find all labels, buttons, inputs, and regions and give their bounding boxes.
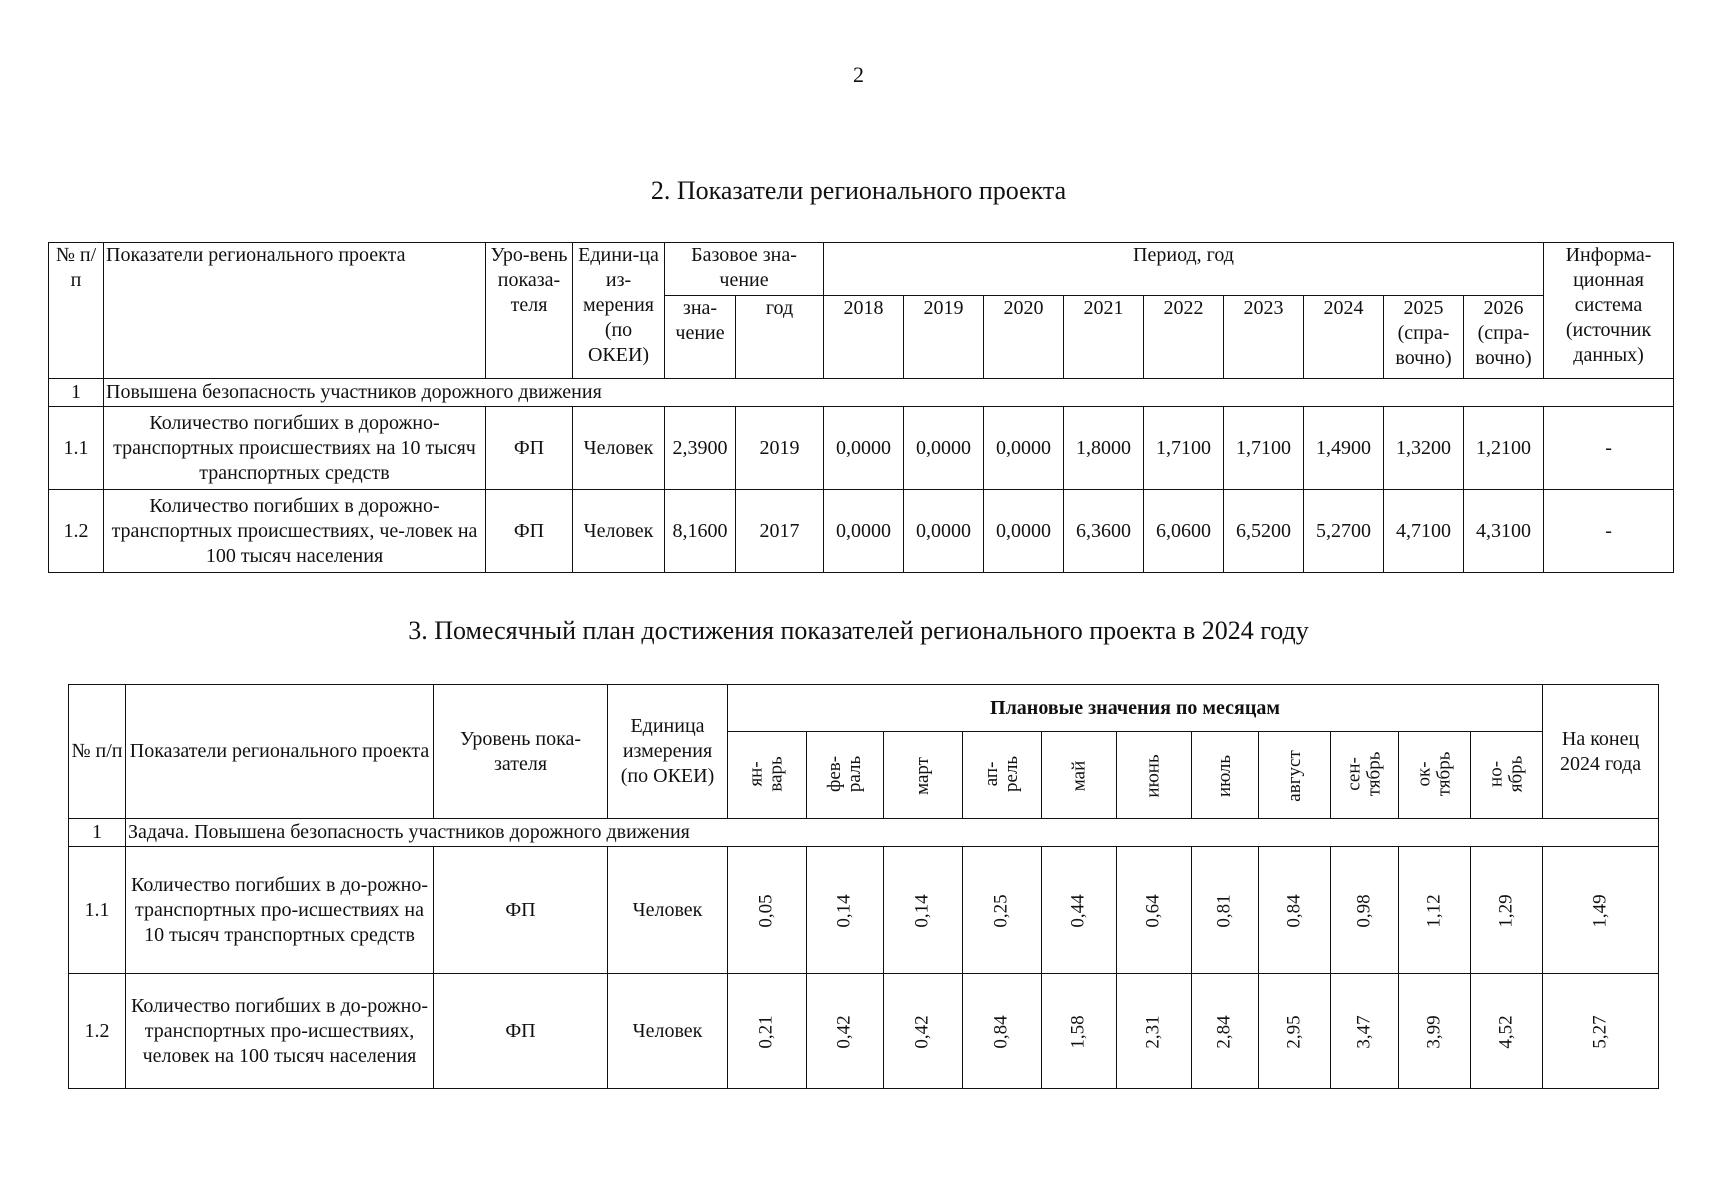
- section-2-title: 2. Показатели регионального проекта: [650, 176, 1067, 205]
- page-number: 2: [853, 62, 864, 87]
- row-num: 1.2: [69, 974, 126, 1089]
- row-year-end-value: 5,27: [1543, 974, 1659, 1089]
- row-value: 0,0000: [904, 490, 984, 573]
- row-indicator: Количество погибших в дорожно-транспортных происшествиях, че-ловек на 100 тысяч населения: [104, 490, 486, 573]
- row-value: 1,8000: [1064, 407, 1144, 490]
- row-value: 0,0000: [984, 407, 1064, 490]
- row-level: ФП: [486, 490, 573, 573]
- row-value: 0,42: [884, 974, 963, 1089]
- row-value: 0,14: [807, 847, 884, 974]
- header-year: 2019: [904, 296, 984, 379]
- row-base-value: 8,1600: [665, 490, 736, 573]
- header-month: фев- раль: [807, 732, 884, 819]
- header-month: июнь: [1117, 732, 1192, 819]
- row-indicator: Количество погибших в до-рожно-транспортных про-исшествиях, человек на 100 тысяч населения: [126, 974, 434, 1089]
- header-year-end: На конец 2024 года: [1543, 685, 1659, 819]
- row-value: 0,25: [963, 847, 1042, 974]
- row-base-year: 2017: [736, 490, 824, 573]
- header-year: 2021: [1064, 296, 1144, 379]
- table-row: [49, 490, 1674, 573]
- header-period: Период, год: [824, 243, 1544, 296]
- row-info-system: -: [1544, 407, 1674, 490]
- row-value: 6,3600: [1064, 490, 1144, 573]
- row-level: ФП: [486, 407, 573, 490]
- header-monthly-plan: Плановые значения по месяцам: [728, 685, 1543, 732]
- header-num: № п/п: [69, 685, 126, 819]
- row-info-system: -: [1544, 490, 1674, 573]
- row-num: 1.2: [49, 490, 104, 573]
- row-base-year: 2019: [736, 407, 824, 490]
- row-value: 0,0000: [824, 490, 904, 573]
- row-value: 4,3100: [1464, 490, 1544, 573]
- row-value: 0,0000: [904, 407, 984, 490]
- row-value: 1,2100: [1464, 407, 1544, 490]
- row-value: 0,42: [807, 974, 884, 1089]
- header-month: август: [1259, 732, 1331, 819]
- header-indicator: Показатели регионального проекта: [126, 685, 434, 819]
- header-indicator: Показатели регионального проекта: [104, 243, 486, 379]
- row-level: ФП: [434, 974, 608, 1089]
- header-unit: Единица измерения (по ОКЕИ): [608, 685, 728, 819]
- row-value: 1,4900: [1304, 407, 1384, 490]
- row-value: 1,7100: [1224, 407, 1304, 490]
- row-value: 0,44: [1042, 847, 1117, 974]
- header-year: 2025 (спра-вочно): [1384, 296, 1464, 379]
- row-value: 0,05: [728, 847, 807, 974]
- header-base-year: год: [736, 296, 824, 379]
- row-value: 4,52: [1471, 974, 1543, 1089]
- header-year: 2024: [1304, 296, 1384, 379]
- row-value: 0,98: [1331, 847, 1399, 974]
- header-month: сен- тябрь: [1331, 732, 1399, 819]
- row-value: 0,84: [963, 974, 1042, 1089]
- indicators-table: [48, 242, 1674, 573]
- header-unit: Едини-ца из-мерения (по ОКЕИ): [573, 243, 665, 379]
- row-value: 0,81: [1192, 847, 1259, 974]
- row-value: 2,95: [1259, 974, 1331, 1089]
- row-value: 2,31: [1117, 974, 1192, 1089]
- header-month: июль: [1192, 732, 1259, 819]
- header-month: март: [884, 732, 963, 819]
- monthly-plan-table: [68, 684, 1659, 1089]
- row-num: 1.1: [49, 407, 104, 490]
- group-name: Задача. Повышена безопасность участников дорожного движения: [126, 819, 1659, 847]
- group-num: 1: [49, 379, 104, 407]
- row-value: 0,0000: [824, 407, 904, 490]
- row-value: 1,29: [1471, 847, 1543, 974]
- row-value: 0,0000: [984, 490, 1064, 573]
- row-value: 5,2700: [1304, 490, 1384, 573]
- header-year: 2023: [1224, 296, 1304, 379]
- row-value: 4,7100: [1384, 490, 1464, 573]
- header-month: ап- рель: [963, 732, 1042, 819]
- row-unit: Человек: [608, 974, 728, 1089]
- row-level: ФП: [434, 847, 608, 974]
- table-row: [49, 407, 1674, 490]
- header-level: Уровень пока-зателя: [434, 685, 608, 819]
- header-month: май: [1042, 732, 1117, 819]
- header-year: 2018: [824, 296, 904, 379]
- row-value: 1,58: [1042, 974, 1117, 1089]
- group-name: Повышена безопасность участников дорожного движения: [104, 379, 1674, 407]
- row-indicator: Количество погибших в дорожно-транспортных происшествиях на 10 тысяч транспортных средств: [104, 407, 486, 490]
- row-unit: Человек: [608, 847, 728, 974]
- header-month: но- ябрь: [1471, 732, 1543, 819]
- row-num: 1.1: [69, 847, 126, 974]
- row-indicator: Количество погибших в до-рожно-транспортных про-исшествиях на 10 тысяч транспортных средств: [126, 847, 434, 974]
- row-value: 1,7100: [1144, 407, 1224, 490]
- group-num: 1: [69, 819, 126, 847]
- row-value: 0,64: [1117, 847, 1192, 974]
- header-base: Базовое зна-чение: [665, 243, 824, 296]
- table-row: [69, 847, 1659, 974]
- header-year: 2026 (спра-вочно): [1464, 296, 1544, 379]
- row-value: 3,47: [1331, 974, 1399, 1089]
- row-value: 2,84: [1192, 974, 1259, 1089]
- row-value: 6,0600: [1144, 490, 1224, 573]
- table-row: [69, 974, 1659, 1089]
- row-unit: Человек: [573, 490, 665, 573]
- row-year-end-value: 1,49: [1543, 847, 1659, 974]
- row-value: 3,99: [1399, 974, 1471, 1089]
- header-base-value: зна-чение: [665, 296, 736, 379]
- header-month: ян- варь: [728, 732, 807, 819]
- row-value: 1,12: [1399, 847, 1471, 974]
- row-value: 0,21: [728, 974, 807, 1089]
- header-year: 2020: [984, 296, 1064, 379]
- row-value: 0,84: [1259, 847, 1331, 974]
- section-3-title: 3. Помесячный план достижения показателей регионального проекта в 2024 году: [408, 616, 1309, 645]
- row-value: 1,3200: [1384, 407, 1464, 490]
- row-value: 6,5200: [1224, 490, 1304, 573]
- row-value: 0,14: [884, 847, 963, 974]
- header-level: Уро-вень показа-теля: [486, 243, 573, 379]
- header-num: № п/п: [49, 243, 104, 379]
- header-year: 2022: [1144, 296, 1224, 379]
- row-base-value: 2,3900: [665, 407, 736, 490]
- header-month: ок- тябрь: [1399, 732, 1471, 819]
- row-unit: Человек: [573, 407, 665, 490]
- header-info-system: Информа-ционная система (источник данных): [1544, 243, 1674, 379]
